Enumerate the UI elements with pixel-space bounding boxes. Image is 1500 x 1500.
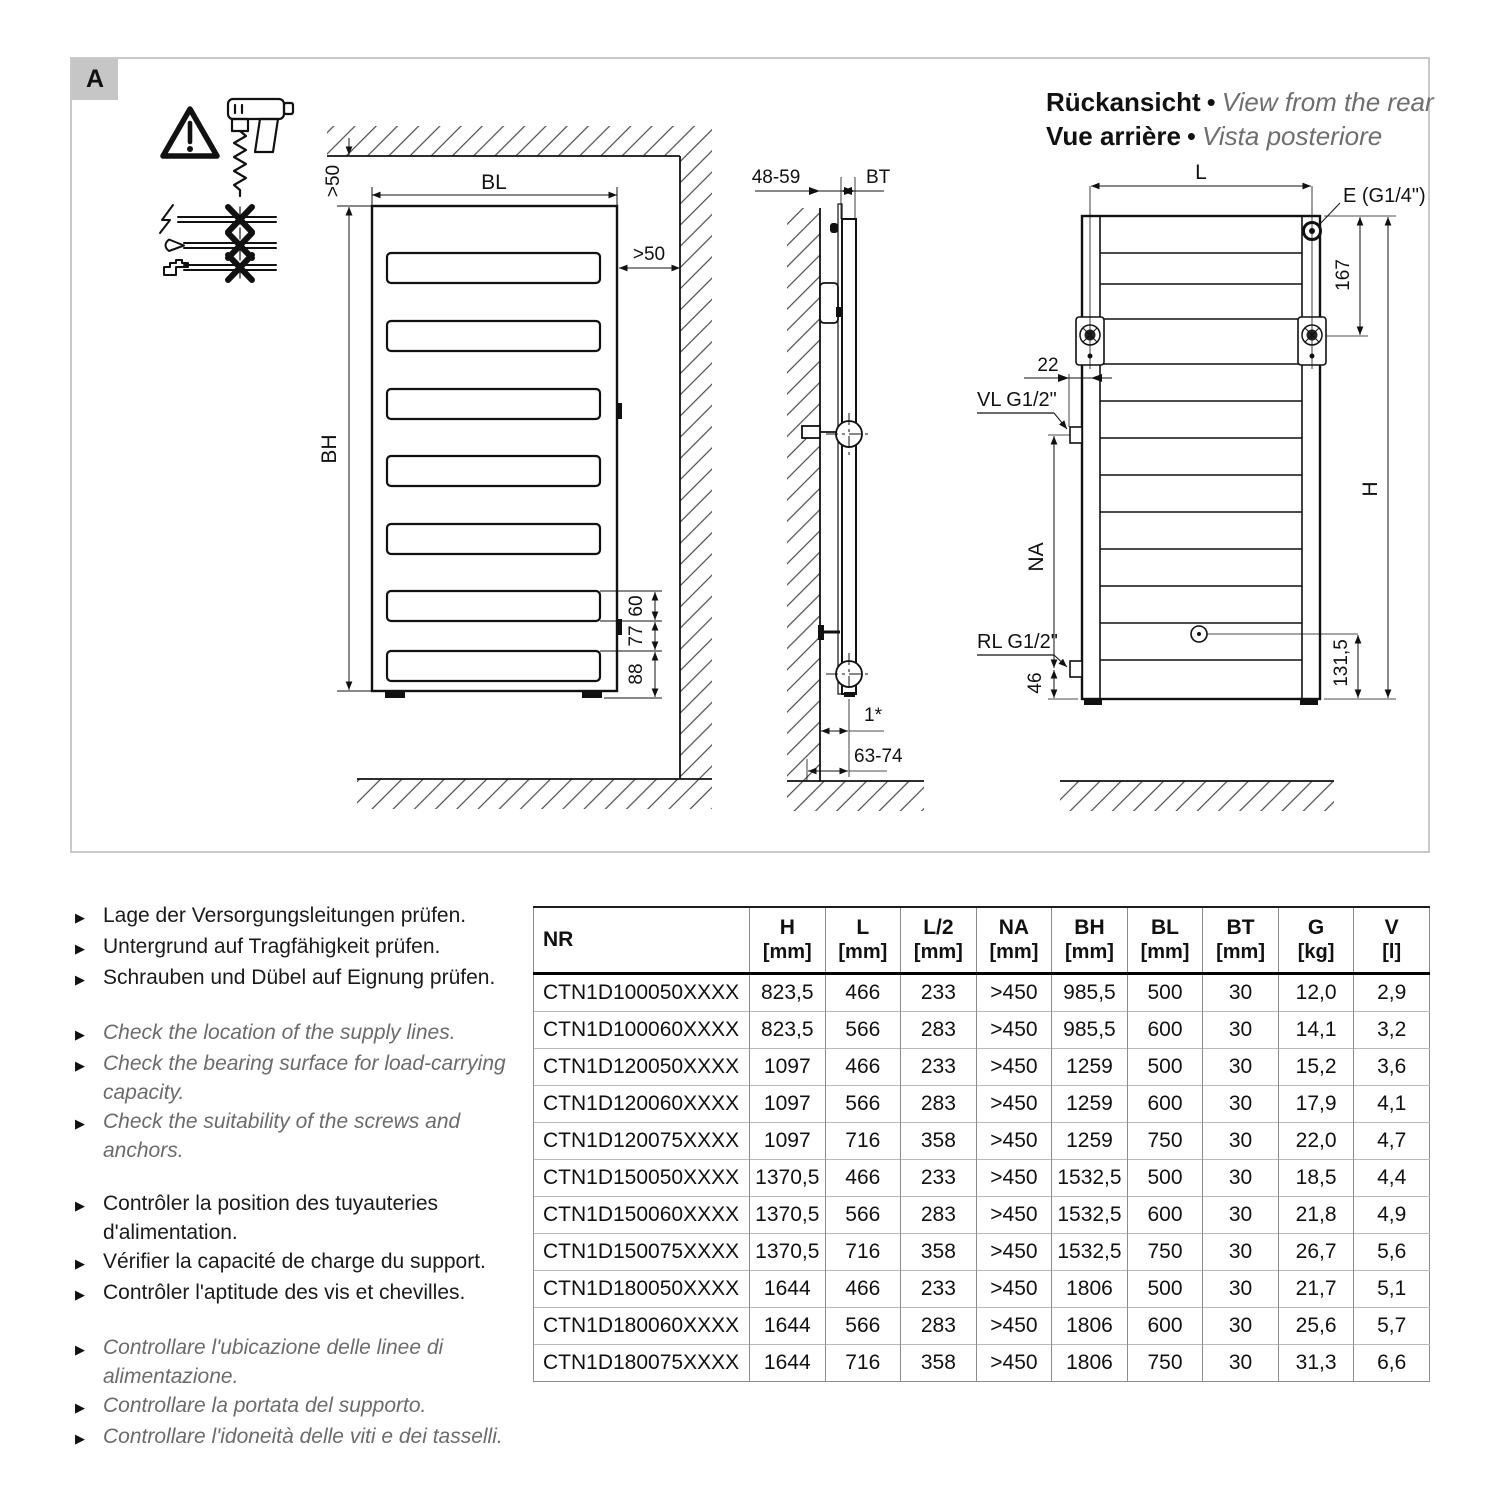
- spec-value-cell: 600: [1127, 1308, 1203, 1345]
- rear-view-title-line2: Vue arrière • Vista posteriore: [1046, 121, 1383, 151]
- spec-value-cell: 5,1: [1354, 1271, 1430, 1308]
- model-number-cell: CTN1D120075XXXX: [534, 1123, 750, 1160]
- col-header-l2: L/2 [mm]: [901, 907, 977, 974]
- vl-connection-stub: [1070, 427, 1082, 443]
- table-row: [534, 1012, 1430, 1049]
- spec-value-cell: 30: [1203, 1086, 1279, 1123]
- spec-value-cell: 1097: [750, 1123, 826, 1160]
- rear-view: [977, 161, 1426, 811]
- list-item: ▶ Contrôler l'aptitude des vis et chevilles.: [75, 1278, 533, 1309]
- upper-bracket: [820, 283, 838, 323]
- spec-value-cell: 233: [901, 1049, 977, 1086]
- spec-value-cell: 566: [825, 1197, 901, 1234]
- spec-value-cell: 716: [825, 1234, 901, 1271]
- model-number-cell: CTN1D120050XXXX: [534, 1049, 750, 1086]
- side-view: [752, 167, 924, 811]
- vent-valve: [830, 223, 838, 233]
- technical-drawing: [72, 59, 1428, 851]
- model-number-cell: CTN1D180060XXXX: [534, 1308, 750, 1345]
- spec-value-cell: >450: [976, 1123, 1052, 1160]
- spec-value-cell: 3,2: [1354, 1012, 1430, 1049]
- rear-foot: [1300, 699, 1318, 705]
- spec-value-cell: 750: [1127, 1345, 1203, 1382]
- spec-value-cell: 30: [1203, 1308, 1279, 1345]
- spec-value-cell: 30: [1203, 1234, 1279, 1271]
- model-number-cell: CTN1D150075XXXX: [534, 1234, 750, 1271]
- list-item: ▶ Untergrund auf Tragfähigkeit prüfen.: [75, 932, 533, 963]
- spec-value-cell: 21,7: [1278, 1271, 1354, 1308]
- model-number-cell: CTN1D150050XXXX: [534, 1160, 750, 1197]
- side-foot: [844, 692, 855, 697]
- spec-value-cell: >450: [976, 1012, 1052, 1049]
- spec-value-cell: 15,2: [1278, 1049, 1354, 1086]
- instruction-list: [75, 901, 533, 1477]
- bullet-icon: ▶: [75, 1431, 85, 1446]
- table-row: [534, 1123, 1430, 1160]
- spec-value-cell: 233: [901, 1160, 977, 1197]
- spec-value-cell: >450: [976, 1197, 1052, 1234]
- spec-table: [533, 906, 1430, 1382]
- wall-hatch-top: [327, 126, 680, 156]
- dim-77: 77: [626, 625, 647, 647]
- col-header-nr: NR: [534, 907, 750, 974]
- spec-value-cell: 283: [901, 1086, 977, 1123]
- no-drilling-warning-group: [160, 99, 293, 280]
- list-item: ▶ Check the bearing surface for load-carrying capacity.: [75, 1049, 533, 1107]
- col-header-bt: BT [mm]: [1203, 907, 1279, 974]
- spec-value-cell: 3,6: [1354, 1049, 1430, 1086]
- spec-value-cell: 500: [1127, 1049, 1203, 1086]
- spec-value-cell: 750: [1127, 1234, 1203, 1271]
- spec-value-cell: 1644: [750, 1271, 826, 1308]
- table-row: [534, 1197, 1430, 1234]
- list-item: ▶ Controllare l'idoneità delle viti e dei tasselli.: [75, 1422, 533, 1453]
- spec-value-cell: 466: [825, 974, 901, 1012]
- spec-value-cell: 4,4: [1354, 1160, 1430, 1197]
- table-row: [534, 1234, 1430, 1271]
- table-row: [534, 1160, 1430, 1197]
- spec-value-cell: >450: [976, 974, 1052, 1012]
- bullet-icon: ▶: [75, 1058, 85, 1073]
- spec-value-cell: 30: [1203, 1345, 1279, 1382]
- drill-icon: [228, 99, 293, 196]
- spec-value-cell: 1532,5: [1052, 1197, 1128, 1234]
- spec-value-cell: >450: [976, 1160, 1052, 1197]
- spec-value-cell: 5,6: [1354, 1234, 1430, 1271]
- spec-value-cell: 1532,5: [1052, 1160, 1128, 1197]
- spec-value-cell: 4,7: [1354, 1123, 1430, 1160]
- model-number-cell: CTN1D150060XXXX: [534, 1197, 750, 1234]
- spec-value-cell: 12,0: [1278, 974, 1354, 1012]
- bullet-icon: ▶: [75, 1256, 85, 1271]
- spec-value-cell: >450: [976, 1345, 1052, 1382]
- col-header-v: V [l]: [1354, 907, 1430, 974]
- spec-value-cell: 2,9: [1354, 974, 1430, 1012]
- bullet-icon: ▶: [75, 972, 85, 987]
- list-item: ▶ Check the location of the supply lines.: [75, 1018, 533, 1049]
- spec-value-cell: >450: [976, 1086, 1052, 1123]
- spec-value-cell: 6,6: [1354, 1345, 1430, 1382]
- spec-value-cell: 566: [825, 1308, 901, 1345]
- spec-value-cell: 30: [1203, 974, 1279, 1012]
- spec-value-cell: 30: [1203, 1123, 1279, 1160]
- spec-value-cell: 233: [901, 974, 977, 1012]
- spec-table-container: [533, 906, 1430, 1382]
- spec-value-cell: 500: [1127, 1160, 1203, 1197]
- list-item: ▶ Vérifier la capacité de charge du support.: [75, 1247, 533, 1278]
- spec-value-cell: 1644: [750, 1308, 826, 1345]
- dim-167: 167: [1333, 259, 1354, 291]
- spec-value-cell: 25,6: [1278, 1308, 1354, 1345]
- col-header-bh: BH [mm]: [1052, 907, 1128, 974]
- table-row: [534, 1345, 1430, 1382]
- spec-value-cell: 1370,5: [750, 1234, 826, 1271]
- spec-value-cell: 17,9: [1278, 1086, 1354, 1123]
- col-header-h: H [mm]: [750, 907, 826, 974]
- dim-h: H: [1359, 481, 1382, 497]
- dim-gt50-side: >50: [632, 244, 666, 265]
- spec-value-cell: 358: [901, 1345, 977, 1382]
- spec-value-cell: >450: [976, 1308, 1052, 1345]
- spec-value-cell: 358: [901, 1123, 977, 1160]
- spec-value-cell: 1259: [1052, 1123, 1128, 1160]
- spec-value-cell: 4,9: [1354, 1197, 1430, 1234]
- instructions-german: [75, 901, 533, 994]
- label-e: E (G1/4"): [1343, 185, 1426, 207]
- model-number-cell: CTN1D180075XXXX: [534, 1345, 750, 1382]
- bullet-icon: ▶: [75, 1400, 85, 1415]
- wall-hatch-side: [787, 208, 820, 781]
- radiator-foot: [385, 691, 405, 698]
- spec-value-cell: 566: [825, 1012, 901, 1049]
- spec-value-cell: 985,5: [1052, 1012, 1128, 1049]
- bullet-icon: ▶: [75, 1027, 85, 1042]
- table-row: [534, 1271, 1430, 1308]
- instructions-english: [75, 1018, 533, 1165]
- spec-value-cell: 1370,5: [750, 1160, 826, 1197]
- spec-table-body: [534, 974, 1430, 1382]
- spec-value-cell: 31,3: [1278, 1345, 1354, 1382]
- dim-46: 46: [1025, 672, 1046, 694]
- instructions-french: [75, 1189, 533, 1309]
- list-item: ▶ Schrauben und Dübel auf Eignung prüfen.: [75, 963, 533, 994]
- dim-l: L: [1195, 161, 1207, 184]
- dim-wall-gap: 48-59: [751, 167, 801, 188]
- bullet-icon: ▶: [75, 1342, 85, 1357]
- spec-value-cell: 1644: [750, 1345, 826, 1382]
- spec-value-cell: 823,5: [750, 974, 826, 1012]
- floor-hatch-side: [787, 781, 924, 811]
- dim-one-star: 1*: [864, 705, 882, 726]
- list-item: ▶ Controllare la portata del supporto.: [75, 1391, 533, 1422]
- dim-60: 60: [626, 595, 647, 617]
- spec-value-cell: 22,0: [1278, 1123, 1354, 1160]
- electric-line-icon: [160, 205, 276, 233]
- spec-value-cell: 566: [825, 1086, 901, 1123]
- spec-value-cell: 716: [825, 1123, 901, 1160]
- spec-value-cell: 1259: [1052, 1049, 1128, 1086]
- spec-value-cell: 283: [901, 1012, 977, 1049]
- col-header-na: NA [mm]: [976, 907, 1052, 974]
- table-row: [534, 1086, 1430, 1123]
- spec-value-cell: 1806: [1052, 1345, 1128, 1382]
- spec-table-header: [534, 907, 1430, 974]
- spec-value-cell: 30: [1203, 1160, 1279, 1197]
- bullet-separator: •: [1206, 87, 1216, 117]
- table-row: [534, 1049, 1430, 1086]
- spec-value-cell: 30: [1203, 1049, 1279, 1086]
- spec-value-cell: 4,1: [1354, 1086, 1430, 1123]
- spec-value-cell: 1097: [750, 1049, 826, 1086]
- model-number-cell: CTN1D120060XXXX: [534, 1086, 750, 1123]
- rear-view-title-line1: Rückansicht • View from the rear: [1046, 87, 1434, 117]
- label-rl: RL G1/2": [977, 631, 1058, 653]
- spec-value-cell: 600: [1127, 1197, 1203, 1234]
- spec-value-cell: 1532,5: [1052, 1234, 1128, 1271]
- bullet-icon: ▶: [75, 1287, 85, 1302]
- radiator-foot: [582, 691, 602, 698]
- spec-value-cell: 26,7: [1278, 1234, 1354, 1271]
- dim-bl: BL: [481, 171, 507, 194]
- spec-value-cell: 30: [1203, 1012, 1279, 1049]
- dim-gt50-top: >50: [323, 164, 344, 198]
- list-item: ▶ Contrôler la position des tuyauteries d'alimentation.: [75, 1189, 533, 1247]
- dim-bh: BH: [318, 434, 341, 464]
- model-number-cell: CTN1D100050XXXX: [534, 974, 750, 1012]
- spec-value-cell: 1806: [1052, 1271, 1128, 1308]
- dim-22: 22: [1037, 355, 1059, 376]
- instructions-italian: [75, 1333, 533, 1453]
- spec-value-cell: 358: [901, 1234, 977, 1271]
- rear-foot: [1084, 699, 1102, 705]
- spec-value-cell: 30: [1203, 1197, 1279, 1234]
- drawing-panel: [70, 57, 1434, 853]
- spec-value-cell: 823,5: [750, 1012, 826, 1049]
- spec-value-cell: >450: [976, 1234, 1052, 1271]
- spec-value-cell: 600: [1127, 1086, 1203, 1123]
- floor-hatch-rear: [1060, 781, 1334, 811]
- mid-wall-plate: [802, 426, 820, 438]
- warning-triangle-icon: [163, 109, 217, 156]
- spec-value-cell: 283: [901, 1308, 977, 1345]
- floor-hatch: [357, 779, 712, 809]
- front-view: [318, 126, 712, 809]
- spec-value-cell: 500: [1127, 1271, 1203, 1308]
- spec-value-cell: 5,7: [1354, 1308, 1430, 1345]
- spec-value-cell: 14,1: [1278, 1012, 1354, 1049]
- panel-label: A: [72, 59, 118, 100]
- dim-na: NA: [1025, 542, 1048, 572]
- wall-hatch-right: [680, 126, 712, 779]
- list-item: ▶ Lage der Versorgungsleitungen prüfen.: [75, 901, 533, 932]
- spec-value-cell: 466: [825, 1271, 901, 1308]
- bullet-icon: ▶: [75, 941, 85, 956]
- radiator-side-profile: [842, 219, 856, 694]
- spec-value-cell: 716: [825, 1345, 901, 1382]
- spec-value-cell: >450: [976, 1271, 1052, 1308]
- spec-value-cell: 233: [901, 1271, 977, 1308]
- side-tab: [617, 403, 622, 419]
- spec-value-cell: 500: [1127, 974, 1203, 1012]
- spec-value-cell: 1806: [1052, 1308, 1128, 1345]
- spec-value-cell: 1097: [750, 1086, 826, 1123]
- list-item: ▶ Check the suitability of the screws and anchors.: [75, 1107, 533, 1165]
- model-number-cell: CTN1D100060XXXX: [534, 1012, 750, 1049]
- col-header-g: G [kg]: [1278, 907, 1354, 974]
- gas-line-icon: [166, 240, 277, 252]
- spec-value-cell: 750: [1127, 1123, 1203, 1160]
- table-row: [534, 1308, 1430, 1345]
- rl-connection-stub: [1070, 661, 1082, 677]
- bullet-icon: ▶: [75, 910, 85, 925]
- spec-value-cell: 600: [1127, 1012, 1203, 1049]
- dim-88: 88: [626, 663, 647, 685]
- dim-bt: BT: [866, 167, 891, 188]
- spec-value-cell: 21,8: [1278, 1197, 1354, 1234]
- table-row: [534, 974, 1430, 1012]
- spec-value-cell: 1259: [1052, 1086, 1128, 1123]
- side-dimensions: [755, 177, 887, 781]
- list-item: ▶ Controllare l'ubicazione delle linee di alimentazione.: [75, 1333, 533, 1391]
- spec-value-cell: 466: [825, 1049, 901, 1086]
- bullet-separator: •: [1186, 121, 1197, 151]
- spec-value-cell: 1370,5: [750, 1197, 826, 1234]
- col-header-bl: BL [mm]: [1127, 907, 1203, 974]
- spec-value-cell: 466: [825, 1160, 901, 1197]
- spec-value-cell: >450: [976, 1049, 1052, 1086]
- model-number-cell: CTN1D180050XXXX: [534, 1271, 750, 1308]
- spec-value-cell: 283: [901, 1197, 977, 1234]
- spec-value-cell: 985,5: [1052, 974, 1128, 1012]
- dim-floor-gap: 63-74: [854, 746, 903, 767]
- spec-value-cell: 30: [1203, 1271, 1279, 1308]
- bracket-tab: [836, 307, 841, 317]
- col-header-l: L [mm]: [825, 907, 901, 974]
- bullet-icon: ▶: [75, 1116, 85, 1131]
- spec-value-cell: 18,5: [1278, 1160, 1354, 1197]
- water-line-icon: [164, 260, 276, 275]
- label-vl: VL G1/2": [977, 389, 1057, 411]
- dim-131: 131,5: [1331, 639, 1352, 687]
- bullet-icon: ▶: [75, 1198, 85, 1213]
